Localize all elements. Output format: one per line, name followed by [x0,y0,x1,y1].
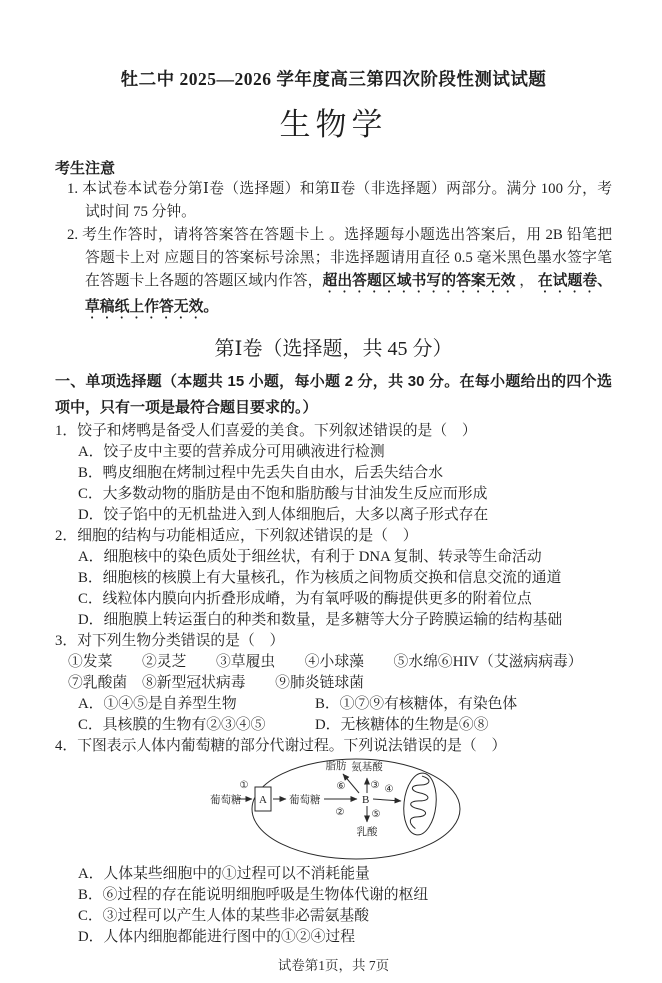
question-4-option-b: B．⑥过程的存在能说明细胞呼吸是生物体代谢的枢纽 [78,887,429,903]
question-3-option-d: D．无核糖体的生物是⑥⑧ [315,717,489,733]
notice-item-2-emphasis-1: 超出答题区域书写的答案无效 [322,273,516,289]
notice-heading: 考生注意 [55,160,116,177]
question-2-option-b: B．细胞核的核膜上有大量核孔，作为核质之间物质交换和信息交流的通道 [78,570,562,586]
amino-acid-label: 氨基酸 [351,762,383,773]
section-1-heading: 第Ⅰ卷（选择题，共 45 分） [214,338,453,360]
question-1-option-c: C．大多数动物的脂肪是由不饱和脂肪酸与甘油发生反应而形成 [78,486,488,502]
glucose-metabolism-diagram [200,757,522,864]
question-3 [55,631,612,736]
question-3-stem: 3．对下列生物分类错误的是（ ） [55,633,285,649]
transporter-label: A [259,794,267,806]
glucose-outside-label: 葡萄糖 [210,795,242,806]
question-2-option-d: D．细胞膜上转运蛋白的种类和数量，是多糖等大分子跨膜运输的结构基础 [78,612,563,628]
notice-item-2-separator: ， [515,273,538,289]
step-3-label: ③ [370,780,380,791]
notice-item-2-emphasis-2: 在试题卷、草稿纸上作答无效。 [85,273,612,315]
question-4-option-a: A．人体某些细胞中的①过程可以不消耗能量 [78,866,370,882]
question-4-option-c: C．③过程可以产生人体的某些非必需氨基酸 [78,908,370,924]
page-footer: 试卷第1页，共 7页 [277,958,390,973]
question-1-stem: 1．饺子和烤鸭是备受人们喜爱的美食。下列叙述错误的是（ ） [55,423,477,439]
question-3-options-row-1 [55,694,612,715]
fat-label: 脂肪 [325,761,347,772]
question-3-options-row-2 [55,715,612,736]
question-1-option-d: D．饺子馅中的无机盐进入到人体细胞后，大多以离子形式存在 [78,507,489,523]
question-4-stem: 4．下图表示人体内葡萄糖的部分代谢过程。下列说法错误的是（ ） [55,738,507,754]
step-2-label: ② [335,807,345,818]
question-2-option-a: A．细胞核中的染色质处于细丝状，有利于 DNA 复制、转录等生命活动 [78,549,542,565]
node-b-label: B [362,794,370,806]
notice-item-2-text: 2. 考生作答时，请将答案答在答题卡上 。选择题每小题选出答案后，用 2B 铅笔把答题卡上对 应题目的答案标号涂黑；非选择题请用直径 0.5 毫米黑色墨水签字笔在答题卡上各题的答题区域内作答， [67,227,612,289]
step-4-label: ④ [384,784,394,795]
question-3-option-c: C．具核膜的生物有②③④⑤ [78,717,266,733]
mitochondrion-outer-membrane [401,771,439,836]
question-2-stem: 2．细胞的结构与功能相适应，下列叙述错误的是（ ） [55,528,418,544]
question-3-option-a: A．①④⑤是自养型生物 [78,696,237,712]
page-title: 牡二中 2025—2026 学年度高三第四次阶段性测试试题 [120,69,547,89]
notice-item-1: 1. 本试卷本试卷分第Ⅰ卷（选择题）和第Ⅱ卷（非选择题）两部分。满分 100 分，考试时间 75 分钟。 [67,181,612,220]
notice-item-2 [67,224,612,322]
subject-title: 生物学 [279,107,388,142]
question-3-organism-list-line-2: ⑦乳酸菌 ⑧新型冠状病毒 ⑨肺炎链球菌 [68,675,364,691]
question-3-option-b: B．①⑦⑨有核糖体，有染色体 [315,696,518,712]
glucose-inside-label: 葡萄糖 [289,795,321,806]
question-4-option-d: D．人体内细胞都能进行图中的①②④过程 [78,929,356,945]
step-6-label: ⑥ [336,781,346,792]
question-2 [55,526,612,631]
arrow-step-4 [373,799,401,801]
cell-membrane-ellipse [252,759,460,859]
lactate-label: 乳酸 [356,827,378,838]
mitochondrion-icon [401,771,439,836]
question-1 [55,421,612,526]
question-4 [55,736,612,948]
question-2-option-c: C．线粒体内膜向内折叠形成嵴，为有氧呼吸的酶提供更多的附着位点 [78,591,532,607]
mitochondrion-cristae [408,775,430,829]
step-1-label: ① [239,780,249,791]
question-1-option-b: B．鸭皮细胞在烤制过程中先丢失自由水，后丢失结合水 [78,465,443,481]
question-3-organism-list-line-1: ①发菜 ②灵芝 ③草履虫 ④小球藻 ⑤水绵⑥HIV（艾滋病病毒） [68,654,583,670]
question-1-option-a: A．饺子皮中主要的营养成分可用碘液进行检测 [78,444,385,460]
step-5-label: ⑤ [371,809,381,820]
section-1-intro: 一、单项选择题（本题共 15 小题，每小题 2 分，共 30 分。在每小题给出的四个选项中，只有一项是最符合题目要求的。） [55,373,612,416]
diagram-canvas [200,757,522,864]
